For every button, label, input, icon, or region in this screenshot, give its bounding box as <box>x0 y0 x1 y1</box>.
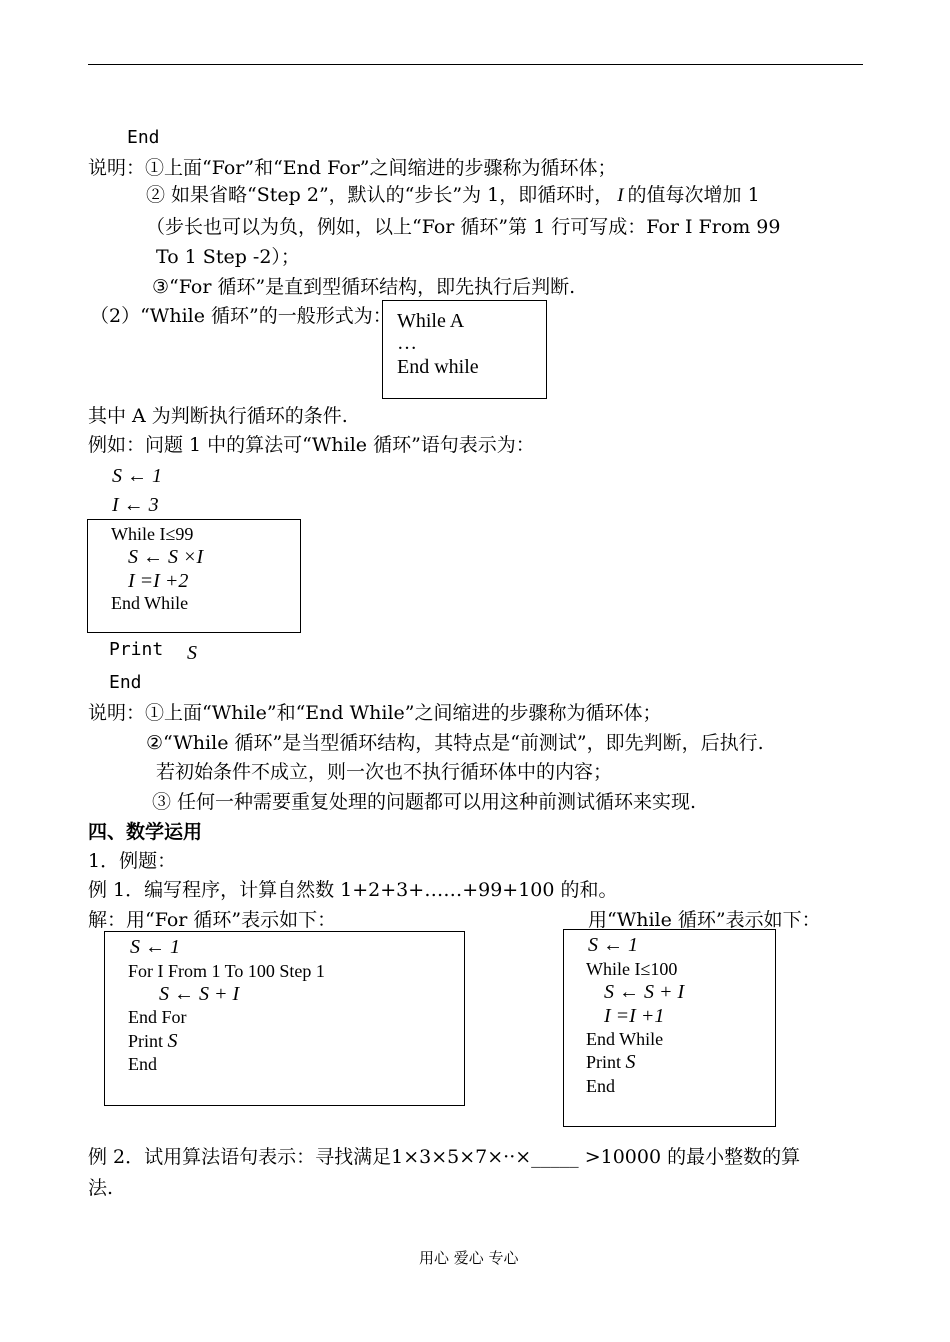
while-example-box <box>87 519 301 633</box>
while-box-print-var: S <box>625 1051 636 1073</box>
section-4-heading: 四、数学运用 <box>88 821 203 843</box>
note-1-line-3: （步长也可以为负，例如，以上“For 循环”第 1 行可写成：For I From 99 <box>146 216 781 238</box>
while-box-line-4: I =I +1 <box>604 1005 665 1027</box>
for-loop-box <box>104 931 465 1106</box>
while-intro: （2）“While 循环”的一般形式为： <box>90 305 392 327</box>
note-1-line-5: ③“For 循环”是直到型循环结构，即先执行后判断. <box>152 276 576 298</box>
for-box-line-4: End For <box>128 1007 187 1027</box>
solution-for-label: 解：用“For 循环”表示如下： <box>88 909 337 931</box>
while-example-line-2: S ← S ×I <box>128 546 204 568</box>
while-box-line-6 <box>586 1050 636 1074</box>
example-1: 例 1．编写程序，计算自然数 1+2+3+……+99+100 的和。 <box>88 879 618 901</box>
page-footer: 用心 爱心 专心 <box>419 1249 519 1267</box>
note-1-line-2 <box>146 183 760 208</box>
note-1-line-1: 说明：①上面“For”和“End For”之间缩进的步骤称为循环体； <box>88 157 617 179</box>
while-example-line-1: While I≤99 <box>111 524 194 544</box>
while-box-line-7: End <box>586 1076 615 1096</box>
while-loop-box <box>563 929 776 1127</box>
note-2-line-4: ③ 任何一种需要重复处理的问题都可以用这种前测试循环来实现. <box>152 791 697 813</box>
note-2-line-1: 说明：①上面“While”和“End While”之间缩进的步骤称为循环体； <box>88 702 662 724</box>
condition-note: 其中 A 为判断执行循环的条件. <box>88 405 348 427</box>
while-general-line-3: End while <box>397 356 479 378</box>
note-2-line-3: 若初始条件不成立，则一次也不执行循环体中的内容； <box>156 761 613 783</box>
for-box-print-var: S <box>167 1030 178 1052</box>
note-1-var-i: I <box>617 185 624 206</box>
while-general-line-1: While A <box>397 310 465 332</box>
for-box-line-2: For I From 1 To 100 Step 1 <box>128 961 325 981</box>
end-line-2: End <box>109 672 142 693</box>
note-1-line-4: To 1 Step -2）； <box>156 246 300 268</box>
print-keyword: Print <box>109 639 164 660</box>
note-2-line-2: ②“While 循环”是当型循环结构，其特点是“前测试”，即先判断，后执行. <box>146 732 764 754</box>
while-example-line-4: End While <box>111 593 189 613</box>
while-box-line-1: S ← 1 <box>588 934 638 956</box>
subheading-examples: 1．例题： <box>88 850 177 872</box>
example-2-line-2: 法. <box>88 1177 114 1199</box>
end-line-1: End <box>127 127 160 148</box>
i-init: I ← 3 <box>112 494 159 516</box>
for-box-line-1: S ← 1 <box>130 936 180 958</box>
for-box-line-5 <box>128 1029 178 1053</box>
for-box-print: Print <box>128 1031 164 1051</box>
solution-while-label: 用“While 循环”表示如下： <box>588 909 821 931</box>
while-example-line-3: I =I +2 <box>128 570 189 592</box>
while-box-print: Print <box>586 1052 622 1072</box>
while-box-line-5: End While <box>586 1029 664 1049</box>
example-2-line-1: 例 2．试用算法语句表示：寻找满足1×3×5×7×··×_____ >10000 的最小整数的算 <box>88 1146 801 1168</box>
s-init: S ← 1 <box>112 465 162 487</box>
note-1-line-2a: ② 如果省略“Step 2”，默认的“步长”为 1，即循环时， <box>146 184 614 206</box>
example-intro: 例如：问题 1 中的算法可“While 循环”语句表示为： <box>88 434 535 456</box>
header-rule <box>88 64 863 65</box>
for-box-line-6: End <box>128 1054 157 1074</box>
while-general-box <box>382 300 547 399</box>
while-box-line-3: S ← S + I <box>604 981 685 1003</box>
while-general-line-2: … <box>397 332 417 354</box>
note-1-line-2b: 的值每次增加 1 <box>627 184 760 206</box>
while-box-line-2: While I≤100 <box>586 959 678 979</box>
print-variable: S <box>187 642 197 664</box>
for-box-line-3: S ← S + I <box>159 983 240 1005</box>
